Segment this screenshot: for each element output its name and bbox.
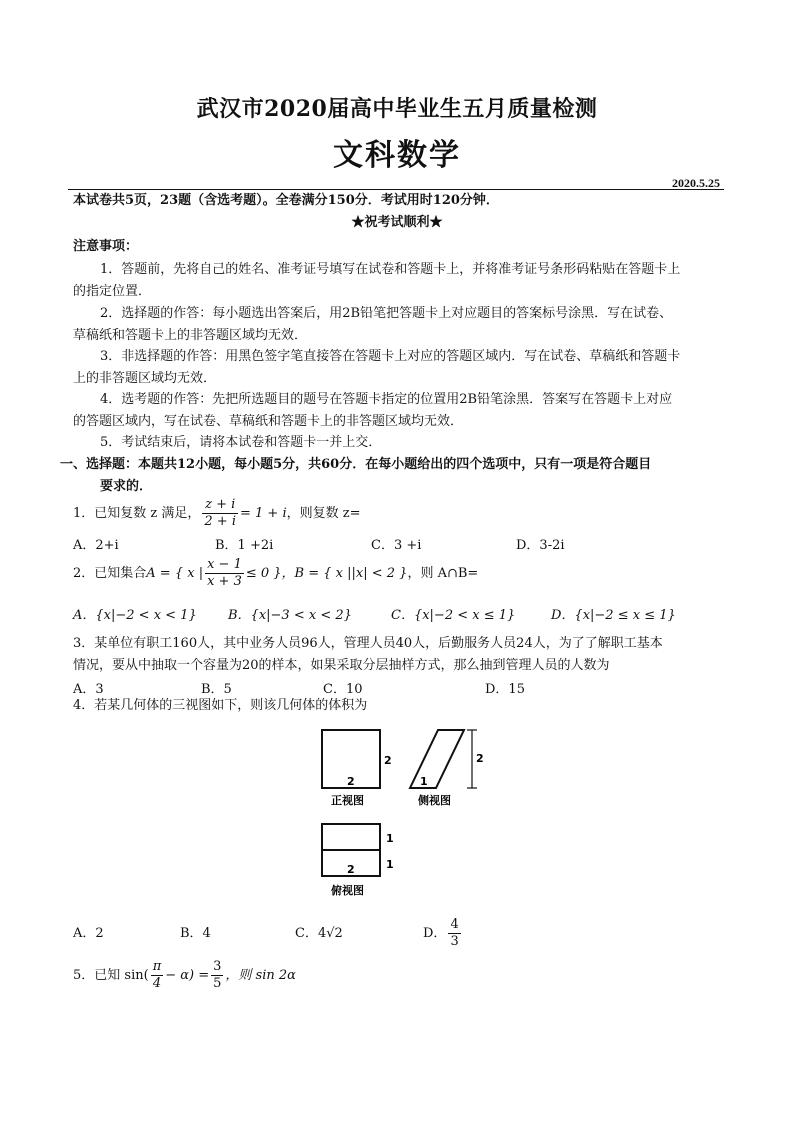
q1-prefix: 1．已知复数 z 满足， bbox=[73, 506, 201, 521]
q2-option-b[interactable]: B．{x|−3 < x < 2} bbox=[228, 608, 352, 623]
q4-option-d-denominator: 3 bbox=[450, 934, 459, 949]
question-5 bbox=[73, 958, 728, 994]
q2-set-b: ，B = { x ||x| < 2 } bbox=[281, 566, 408, 581]
front-view-height-label: 2 bbox=[384, 754, 392, 767]
side-view-caption: 侧视图 bbox=[418, 794, 451, 807]
good-luck-line: ★祝考试顺利★ bbox=[351, 215, 443, 230]
exam-date: 2020.5.25 bbox=[672, 176, 720, 190]
note-line: 2．选择题的作答：每小题选出答案后，用2B铅笔把答题卡上对应题目的答案标号涂黑．写在试卷、 bbox=[100, 306, 673, 321]
question-4: 4．若某几何体的三视图如下，则该几何体的体积为 bbox=[73, 698, 368, 713]
front-view-width-label: 2 bbox=[347, 775, 355, 788]
q1-denominator: 2 + i bbox=[204, 514, 236, 529]
notes-title: 注意事项： bbox=[73, 239, 139, 254]
note-line: 5．考试结束后，请将本试卷和答题卡一并上交． bbox=[100, 435, 382, 450]
q4-options bbox=[73, 916, 728, 952]
q1-fraction bbox=[202, 497, 238, 530]
q4-option-d-fraction bbox=[448, 917, 460, 950]
q3-option-c[interactable]: C．10 bbox=[323, 682, 363, 697]
top-view-caption: 俯视图 bbox=[331, 884, 364, 897]
q4-option-a[interactable]: A．2 bbox=[73, 926, 104, 941]
q2-set-a-left: A = { x | bbox=[146, 566, 204, 581]
section-heading: 一、选择题：本题共12小题，每小题5分，共60分．在每小题给出的四个选项中，只有一项是符合题目 bbox=[60, 457, 652, 472]
q1-option-c[interactable]: C．3 +i bbox=[371, 538, 422, 553]
front-view-caption: 正视图 bbox=[331, 794, 364, 807]
q5-suffix: ，则 sin 2α bbox=[225, 968, 296, 983]
question-2 bbox=[73, 556, 728, 592]
top-view-height2-label: 1 bbox=[386, 858, 394, 871]
note-line: 1．答题前，先将自己的姓名、准考证号填写在试卷和答题卡上，并将准考证号条形码粘贴在答题卡上 bbox=[100, 262, 681, 277]
q2-option-a[interactable]: A．{x|−2 < x < 1} bbox=[73, 608, 197, 623]
exam-title: 武汉市2020届高中毕业生五月质量检测 bbox=[196, 96, 598, 122]
q1-option-b[interactable]: B．1 +2i bbox=[215, 538, 274, 553]
q2-denominator: x + 3 bbox=[207, 574, 242, 589]
question-3-line1: 3．某单位有职工160人，其中业务人员96人，管理人员40人，后勤服务人员24人，为了了解职工基本 bbox=[73, 636, 663, 651]
q1-options bbox=[73, 534, 728, 556]
q1-suffix: ，则复数 z= bbox=[286, 506, 361, 521]
q2-option-d[interactable]: D．{x|−2 ≤ x ≤ 1} bbox=[551, 608, 676, 623]
note-line: 3．非选择题的作答：用黑色签字笔直接答在答题卡上对应的答题区域内．写在试卷、草稿纸和答题卡 bbox=[100, 349, 681, 364]
q4-option-d-label: D． bbox=[423, 926, 447, 941]
q5-fraction-1 bbox=[151, 959, 164, 992]
q1-option-d[interactable]: D．3-2i bbox=[516, 538, 565, 553]
q2-fraction bbox=[205, 557, 244, 590]
top-view-height1-label: 1 bbox=[386, 832, 394, 845]
top-view-width-label: 2 bbox=[347, 863, 355, 876]
note-line: 上的非答题区域均无效． bbox=[73, 371, 217, 386]
q4-option-d-numerator: 4 bbox=[450, 917, 459, 932]
note-line: 的指定位置． bbox=[73, 284, 152, 299]
q2-set-a-right: ≤ 0 } bbox=[245, 566, 282, 581]
question-1 bbox=[73, 496, 728, 532]
q4-option-d[interactable] bbox=[423, 916, 463, 952]
q2-options bbox=[73, 604, 728, 626]
side-view-parallelogram bbox=[410, 730, 464, 788]
q2-option-c[interactable]: C．{x|−2 < x ≤ 1} bbox=[391, 608, 516, 623]
header-rule bbox=[68, 189, 724, 190]
q5-fraction-2 bbox=[211, 959, 223, 992]
q2-suffix: ，则 A∩B= bbox=[407, 566, 479, 581]
q1-numerator: z + i bbox=[202, 497, 238, 514]
side-view-bottom-label: 1 bbox=[420, 775, 428, 788]
exam-subject: 文科数学 bbox=[333, 138, 461, 173]
exam-summary: 本试卷共5页，23题（含选考题）。全卷满分150分．考试用时120分钟． bbox=[73, 193, 499, 208]
q4-option-b[interactable]: B．4 bbox=[180, 926, 211, 941]
q2-numerator: x − 1 bbox=[207, 557, 242, 572]
q5-numerator-2: 3 bbox=[213, 959, 222, 974]
section-heading-cont: 要求的． bbox=[100, 479, 153, 494]
q5-prefix: 5．已知 sin( bbox=[73, 968, 149, 983]
q3-option-a[interactable]: A．3 bbox=[73, 682, 104, 697]
q5-numerator-1: π bbox=[152, 959, 162, 974]
q4-option-c[interactable]: C．4√2 bbox=[295, 926, 343, 941]
note-line: 草稿纸和答题卡上的非答题区域均无效． bbox=[73, 328, 308, 343]
q1-equation: = 1 + i bbox=[239, 506, 287, 521]
q5-denominator-1: 4 bbox=[152, 976, 162, 991]
q5-middle: − α) = bbox=[165, 968, 210, 983]
q3-option-b[interactable]: B．5 bbox=[201, 682, 232, 697]
q1-option-a[interactable]: A．2+i bbox=[73, 538, 119, 553]
question-3-line2: 情况，要从中抽取一个容量为20的样本，如果采取分层抽样方式，那么抽到管理人员的人数为 bbox=[73, 658, 610, 673]
q3-option-d[interactable]: D．15 bbox=[485, 682, 525, 697]
note-line: 4．选考题的作答：先把所选题目的题号在答题卡指定的位置用2B铅笔涂黑．答案写在答题卡上对应 bbox=[100, 392, 673, 407]
note-line: 的答题区域内，写在试卷、草稿纸和答题卡上的非答题区域均无效． bbox=[73, 414, 464, 429]
q5-denominator-2: 5 bbox=[213, 976, 222, 991]
side-view-height-label: 2 bbox=[476, 752, 484, 765]
q2-prefix: 2．已知集合 bbox=[73, 566, 147, 581]
three-view-figure bbox=[300, 722, 500, 912]
